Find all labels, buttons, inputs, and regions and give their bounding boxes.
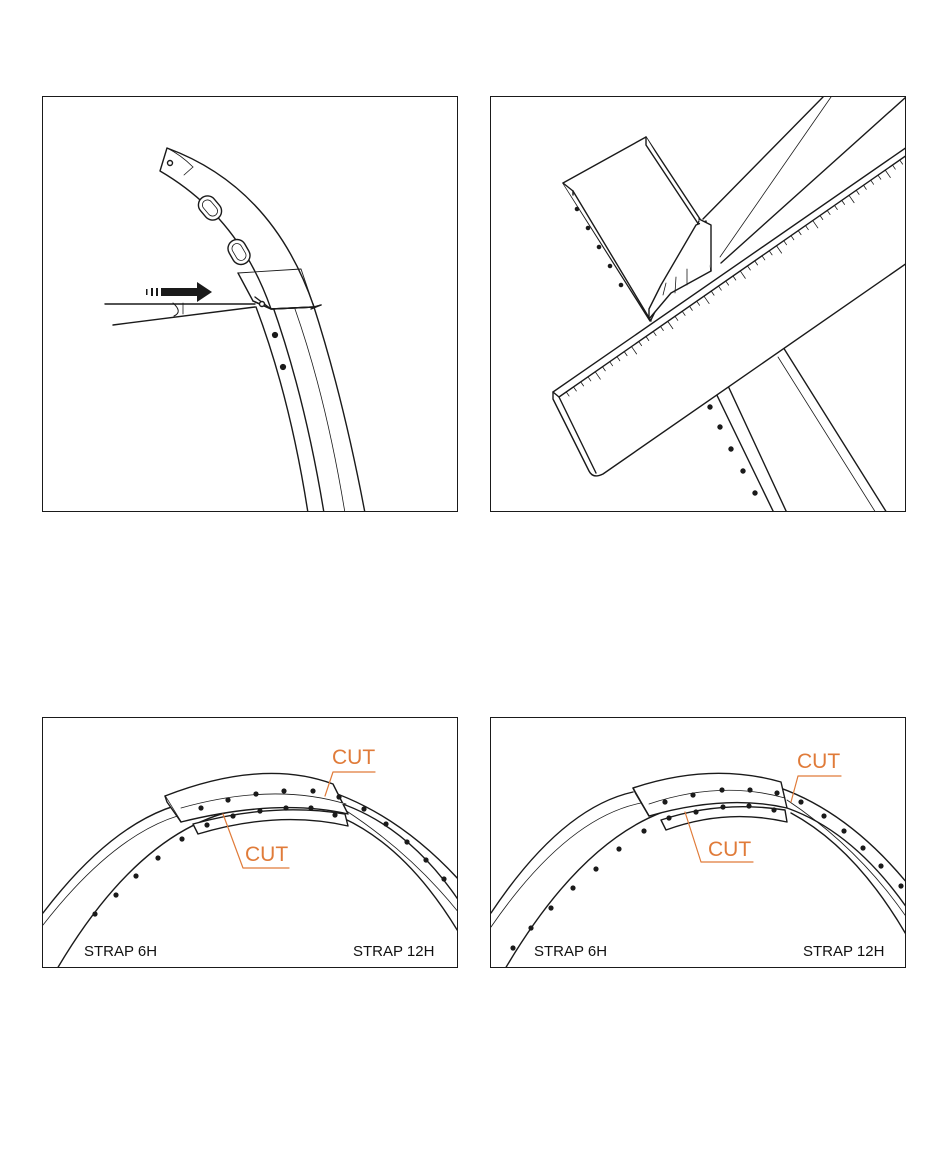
strap-cut-illustration-a <box>43 718 458 968</box>
cutting-blade-icon <box>563 137 711 321</box>
cut-label-top: CUT <box>332 746 376 769</box>
cut-label-bottom: CUT <box>708 838 752 861</box>
end-cap-removal-illustration <box>43 97 458 512</box>
cut-callout-top <box>791 776 841 802</box>
step-cut-strap-panel <box>490 96 906 512</box>
pin-tool-icon <box>105 303 255 325</box>
cut-label-top: CUT <box>797 750 841 773</box>
strap-cutting-illustration <box>491 97 906 512</box>
perforated-strap-icon <box>256 304 365 512</box>
curved-end-cap-icon <box>633 773 787 830</box>
cut-label-bottom: CUT <box>245 843 289 866</box>
curved-end-cap-icon <box>165 773 348 834</box>
strap-cut-diagram-a <box>42 717 458 968</box>
step-remove-end-cap-panel <box>42 96 458 512</box>
strap-cut-illustration-b <box>491 718 906 968</box>
strap-cut-diagram-b <box>490 717 906 968</box>
push-arrow-icon <box>146 282 212 302</box>
strap-6h-label: STRAP 6H <box>84 943 158 960</box>
strap-12h-label: STRAP 12H <box>803 943 885 960</box>
strap-6h-label: STRAP 6H <box>534 943 608 960</box>
curved-end-cap-icon <box>160 148 321 309</box>
strap-12h-label: STRAP 12H <box>353 943 435 960</box>
